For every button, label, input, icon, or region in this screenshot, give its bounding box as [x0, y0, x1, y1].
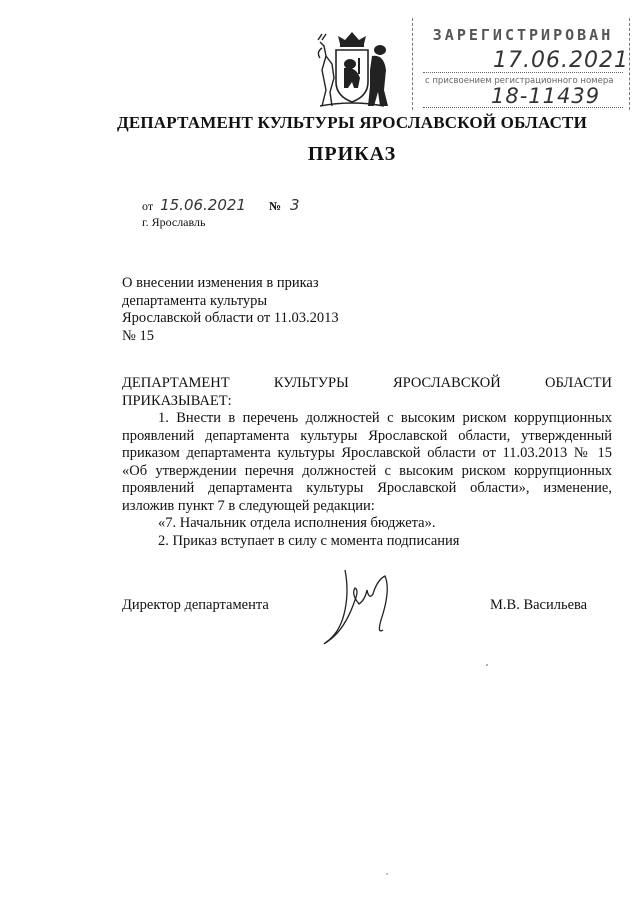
scan-speck	[486, 664, 488, 666]
document-title: ПРИКАЗ	[307, 143, 397, 165]
item-2-text: 2. Приказ вступает в силу с момента подписания	[158, 532, 460, 549]
city-label: г. Ярославль	[142, 215, 206, 229]
stamp-registration-number: 18-11439	[491, 84, 601, 108]
stamp-title: ЗАРЕГИСТРИРОВАН	[432, 26, 614, 44]
item-1-line: проявлений департамента культуры Ярославской области», изменение,	[122, 480, 612, 496]
stamp-caption: с присвоением регистрационного номера	[425, 76, 614, 86]
subject-line: департамента культуры	[122, 292, 268, 309]
signer-name: М.В. Васильева	[490, 597, 588, 613]
order-date-row	[142, 196, 300, 214]
handwritten-signature	[315, 560, 415, 650]
stamp-divider	[423, 107, 623, 108]
registration-stamp	[412, 18, 630, 110]
stamp-divider	[423, 72, 623, 73]
subject-line: О внесении изменения в приказ	[122, 275, 319, 291]
item-1-line: приказом департамента культуры Ярославской области от 11.03.2013 № 15	[122, 445, 612, 461]
item-1-line: 1. Внести в перечень должностей с высоким риском коррупционных	[158, 410, 612, 426]
scan-speck	[386, 873, 388, 875]
department-heading: ДЕПАРТАМЕНТ КУЛЬТУРЫ ЯРОСЛАВСКОЙ ОБЛАСТИ	[116, 113, 588, 132]
preamble-line: ДЕПАРТАМЕНТ КУЛЬТУРЫ ЯРОСЛАВСКОЙ ОБЛАСТИ	[122, 375, 612, 391]
item-1-line: изложив пункт 7 в следующей редакции:	[122, 497, 375, 514]
item-1-line: проявлений департамента культуры Ярославской области, утвержденный	[122, 427, 612, 444]
order-date: 15.06.2021	[160, 196, 246, 214]
order-subject	[122, 275, 339, 345]
order-number: 3	[290, 196, 300, 214]
stamp-date: 17.06.2021	[493, 48, 629, 73]
subject-line: № 15	[122, 327, 154, 344]
coat-of-arms-emblem	[312, 30, 392, 112]
order-body	[122, 375, 612, 550]
date-prefix: от	[142, 199, 154, 213]
number-prefix: №	[268, 199, 282, 213]
item-1-quote: «7. Начальник отдела исполнения бюджета».	[158, 515, 436, 531]
subject-line: Ярославской области от 11.03.2013	[122, 310, 339, 326]
item-1-line: «Об утверждении перечня должностей с высоким риском коррупционных	[122, 462, 612, 479]
signer-title: Директор департамента	[122, 597, 269, 613]
preamble-line: ПРИКАЗЫВАЕТ:	[122, 392, 232, 409]
